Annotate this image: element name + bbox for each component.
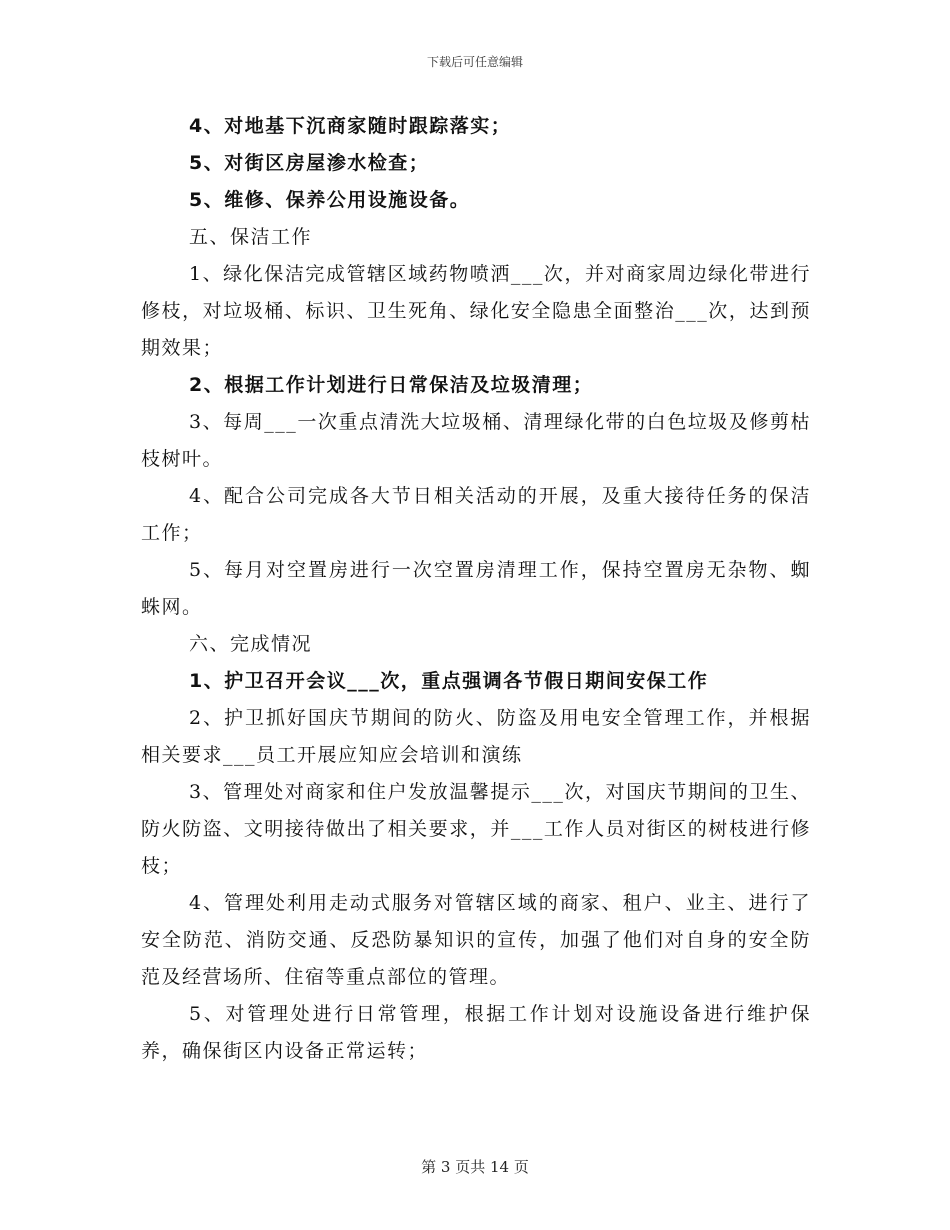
paragraph-6: 2、根据工作计划进行日常保洁及垃圾清理；: [189, 374, 594, 396]
paragraph-2: 5、对街区房屋渗水检查；: [189, 152, 430, 174]
paragraph-8: 4、配合公司完成各大节日相关活动的开展，及重大接待任务的保洁工作；: [141, 485, 811, 544]
section-heading-completion: 六、完成情况: [189, 633, 313, 655]
paragraph-15: 5、对管理处进行日常管理，根据工作计划对设施设备进行维护保养，确保街区内设备正常运转；: [141, 1003, 811, 1062]
document-body: [141, 108, 811, 1070]
paragraph-11: 1、护卫召开会议___次，重点强调各节假日期间安保工作: [189, 670, 709, 692]
section-heading-cleaning: 五、保洁工作: [189, 226, 313, 248]
paragraph-12: 2、护卫抓好国庆节期间的防火、防盗及用电安全管理工作，并根据相关要求___员工开展应知应会培训和演练: [141, 707, 811, 766]
paragraph-5: 1、绿化保洁完成管辖区域药物喷洒___次，并对商家周边绿化带进行修枝，对垃圾桶、标识、卫生死角、绿化安全隐患全面整治___次，达到预期效果；: [141, 263, 811, 359]
paragraph-3: 5、维修、保养公用设施设备。: [189, 189, 471, 211]
page-header: 下载后可任意编辑: [426, 55, 523, 69]
paragraph-13: 3、管理处对商家和住户发放温馨提示___次，对国庆节期间的卫生、防火防盗、文明接待做出了相关要求，并___工作人员对街区的树枝进行修枝；: [141, 781, 811, 877]
paragraph-1: 4、对地基下沉商家随时跟踪落实；: [189, 115, 512, 137]
page-footer: 第 3 页共 14 页: [421, 1158, 529, 1176]
paragraph-7: 3、每周___一次重点清洗大垃圾桶、清理绿化带的白色垃圾及修剪枯枝树叶。: [141, 411, 811, 470]
paragraph-14: 4、管理处利用走动式服务对管辖区域的商家、租户、业主、进行了安全防范、消防交通、反恐防暴知识的宣传，加强了他们对自身的安全防范及经营场所、住宿等重点部位的管理。: [141, 892, 811, 988]
paragraph-9: 5、每月对空置房进行一次空置房清理工作，保持空置房无杂物、蜘蛛网。: [141, 559, 811, 618]
